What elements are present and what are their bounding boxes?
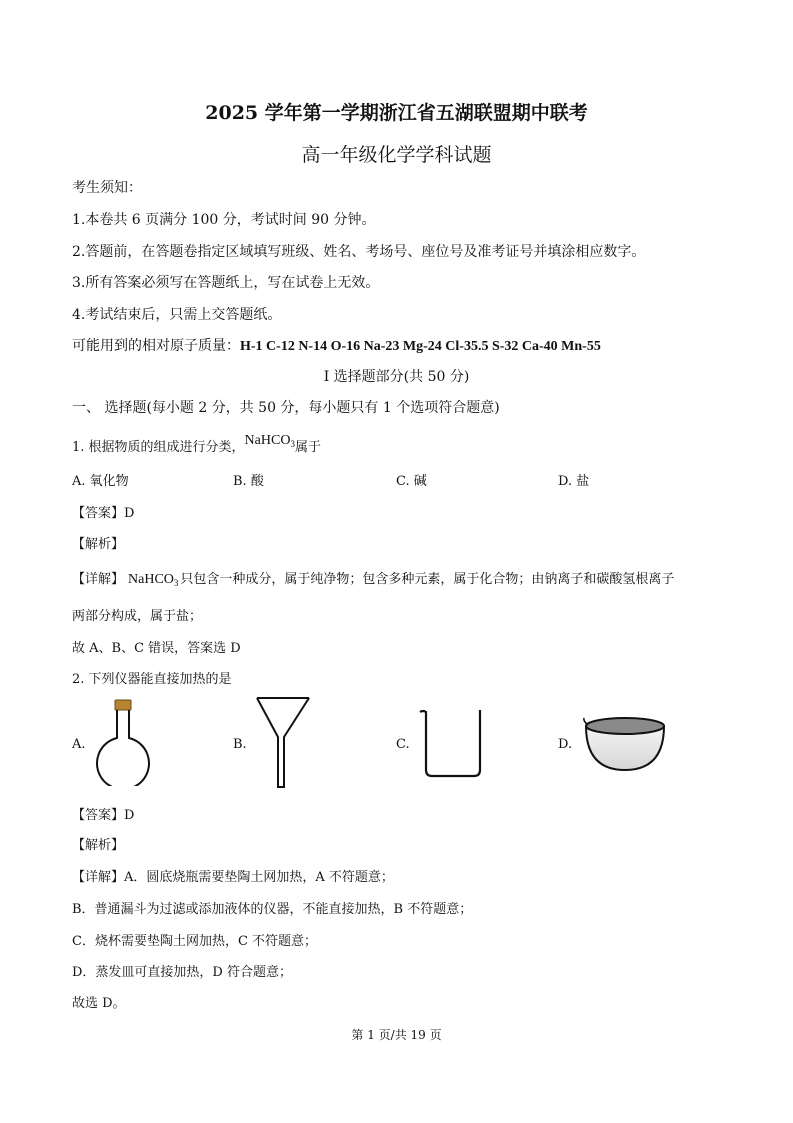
q2-option-a: A. bbox=[72, 737, 86, 752]
q1-stem-suffix: 属于 bbox=[294, 440, 321, 455]
notice-item-3: 3.所有答案必须写在答题纸上，写在试卷上无效。 bbox=[72, 275, 380, 291]
exam-subtitle: 高一年级化学学科试题 bbox=[301, 144, 492, 166]
q2-option-b: B. bbox=[233, 737, 247, 752]
q1-option-b: B. 酸 bbox=[233, 474, 264, 489]
atomic-mass-line bbox=[72, 335, 601, 355]
section-title: I 选择题部分(共 50 分) bbox=[323, 369, 470, 385]
q2-stem: 2. 下列仪器能直接加热的是 bbox=[72, 672, 232, 687]
q2-option-d: D. bbox=[558, 737, 573, 752]
atomic-mass-label: 可能用到的相对原子质量： bbox=[72, 338, 240, 354]
q1-stem-prefix: 1. 根据物质的组成进行分类， bbox=[72, 440, 245, 455]
q2-detail-a: 【详解】A．圆底烧瓶需要垫陶土网加热，A 不符题意； bbox=[72, 870, 394, 885]
q1-detail-formula: NaHCO$_3$ bbox=[128, 572, 179, 588]
q1-detail-prefix: 【详解】 bbox=[72, 572, 125, 587]
q1-option-d: D. 盐 bbox=[558, 474, 590, 489]
q1-formula: NaHCO$_3$ bbox=[244, 433, 295, 449]
q1-option-a: A. 氧化物 bbox=[72, 474, 129, 489]
evaporating-dish-icon bbox=[582, 712, 668, 774]
q2-detail-conclusion: 故选 D。 bbox=[72, 996, 126, 1011]
q2-answer: 【答案】D bbox=[72, 808, 135, 823]
notice-item-2: 2.答题前，在答题卷指定区域填写班级、姓名、考场号、座位号及准考证号并填涂相应数字。 bbox=[72, 244, 646, 260]
q2-option-c: C. bbox=[396, 737, 410, 752]
q1-detail-text: 只包含一种成分，属于纯净物；包含多种元素，属于化合物；由钠离子和碳酸氢根离子 bbox=[180, 572, 675, 587]
q1-detail-line2: 两部分构成，属于盐； bbox=[72, 609, 203, 624]
notice-heading: 考生须知： bbox=[72, 180, 142, 196]
q2-analysis: 【解析】 bbox=[72, 838, 125, 853]
q2-detail-b: B．普通漏斗为过滤或添加液体的仪器，不能直接加热，B 不符题意； bbox=[72, 902, 473, 917]
q1-detail-line3: 故 A、B、C 错误，答案选 D bbox=[72, 641, 241, 656]
funnel-icon bbox=[254, 695, 312, 791]
q1-analysis: 【解析】 bbox=[72, 537, 125, 552]
q2-detail-d: D．蒸发皿可直接加热，D 符合题意； bbox=[72, 965, 292, 980]
q1-detail bbox=[72, 568, 674, 588]
notice-item-1: 1.本卷共 6 页满分 100 分，考试时间 90 分钟。 bbox=[72, 212, 376, 228]
section-heading: 一、 选择题(每小题 2 分，共 50 分，每小题只有 1 个选项符合题意) bbox=[72, 400, 500, 416]
q1-stem bbox=[72, 433, 321, 456]
page-number: 第 1 页/共 19 页 bbox=[351, 1028, 442, 1042]
exam-title: 2025 学年第一学期浙江省五湖联盟期中联考 bbox=[205, 102, 588, 124]
q1-answer: 【答案】D bbox=[72, 506, 135, 521]
notice-item-4: 4.考试结束后，只需上交答题纸。 bbox=[72, 307, 282, 323]
q2-detail-c: C．烧杯需要垫陶土网加热，C 不符题意； bbox=[72, 934, 318, 949]
q1-option-c: C. 碱 bbox=[396, 474, 427, 489]
beaker-icon bbox=[418, 708, 486, 780]
round-bottom-flask-icon bbox=[94, 698, 154, 786]
atomic-mass-values: H-1 C-12 N-14 O-16 Na-23 Mg-24 Cl-35.5 S-32 Ca-40 Mn-55 bbox=[240, 339, 601, 354]
